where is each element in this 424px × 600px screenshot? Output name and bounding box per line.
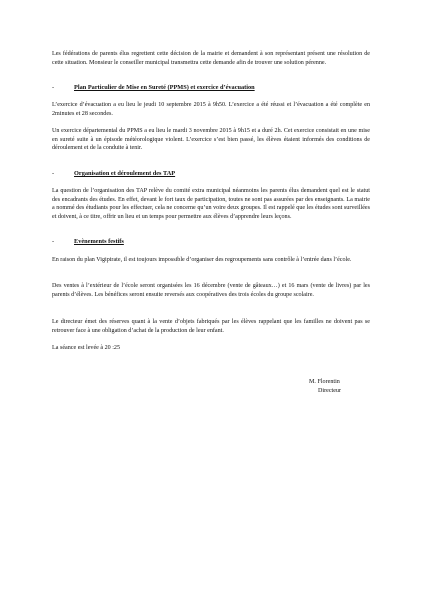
heading-ppms xyxy=(52,84,255,93)
bullet-dash: - xyxy=(52,170,55,177)
heading-events-text: Evènements festifs xyxy=(74,238,124,245)
bullet-dash: - xyxy=(52,84,55,91)
paragraph-reserves: Le directeur émet des réserves quant à la vente d’objets fabriqués par les élèves rappelant que les familles ne doivent pas se retrouver face à une obligation d’achat de la production de leur enfant. xyxy=(52,319,370,334)
signature-name: M. Florentin xyxy=(309,379,340,385)
paragraph-evacuation: L’exercice d’évacuation a eu lieu le jeudi 10 septembre 2015 à 9h50. L’exercice a été réussi et l’évacuation a été complète en 2minutes et 28 secondes. xyxy=(52,102,370,117)
bullet-dash: - xyxy=(52,238,55,245)
paragraph-tap: La question de l’organisation des TAP relève du comité extra municipal néanmoins les parents élus demandent quel est le statut des encadrants des études. En effet, devant le fort taux de participation, toutes ne sont pas assurées par des enseignants. La mairie a nommé des étudiants pour les effectuer, cela ne concerne qu’un voire deux groupes. Il est rappelé que les études sont surveillées et doivent, à ce titre, offrir un lieu et un temps pour permettre aux élèves d’apprendre leurs leçons. xyxy=(52,188,370,220)
paragraph-ppms-exercise: Un exercice départemental du PPMS a eu lieu le mardi 3 novembre 2015 à 9h15 et a duré 2h. Cet exercice consistait en une mise en sureté suite à un épisode météorologique violent. L’exercice s’est bien passé, les élèves étaient informés des conditions de déroulement et de la conduite à tenir. xyxy=(52,128,370,152)
paragraph-vigipirate: En raison du plan Vigipirate, il est toujours impossible d’organiser des regroupements sans contrôle à l’entrée dans l’école. xyxy=(52,257,352,263)
signature-role: Directeur xyxy=(318,388,342,394)
heading-tap xyxy=(52,170,175,179)
paragraph-sales: Des ventes à l’extérieur de l’école seront organisées les 16 décembre (vente de gâteaux…) et 16 mars (vente de livres) par les parents d’élèves. Les bénéfices seront ensuite reversés aux coopératives des trois écoles du groupe scolaire. xyxy=(52,283,370,298)
paragraph-federations: Les fédérations de parents élus regrettent cette décision de la mairie et demandent à son représentant présent une résolution de cette situation. Monsieur le conseiller municipal transmettra cette demande afin de trouver une solution pérenne. xyxy=(52,51,370,66)
closing-line: La séance est levée à 20 :25 xyxy=(52,345,121,351)
heading-ppms-text: Plan Particulier de Mise en Sureté (PPMS) et exercice d’évacuation xyxy=(74,84,255,91)
heading-tap-text: Organisation et déroulement des TAP xyxy=(74,170,176,177)
heading-events xyxy=(52,238,124,247)
